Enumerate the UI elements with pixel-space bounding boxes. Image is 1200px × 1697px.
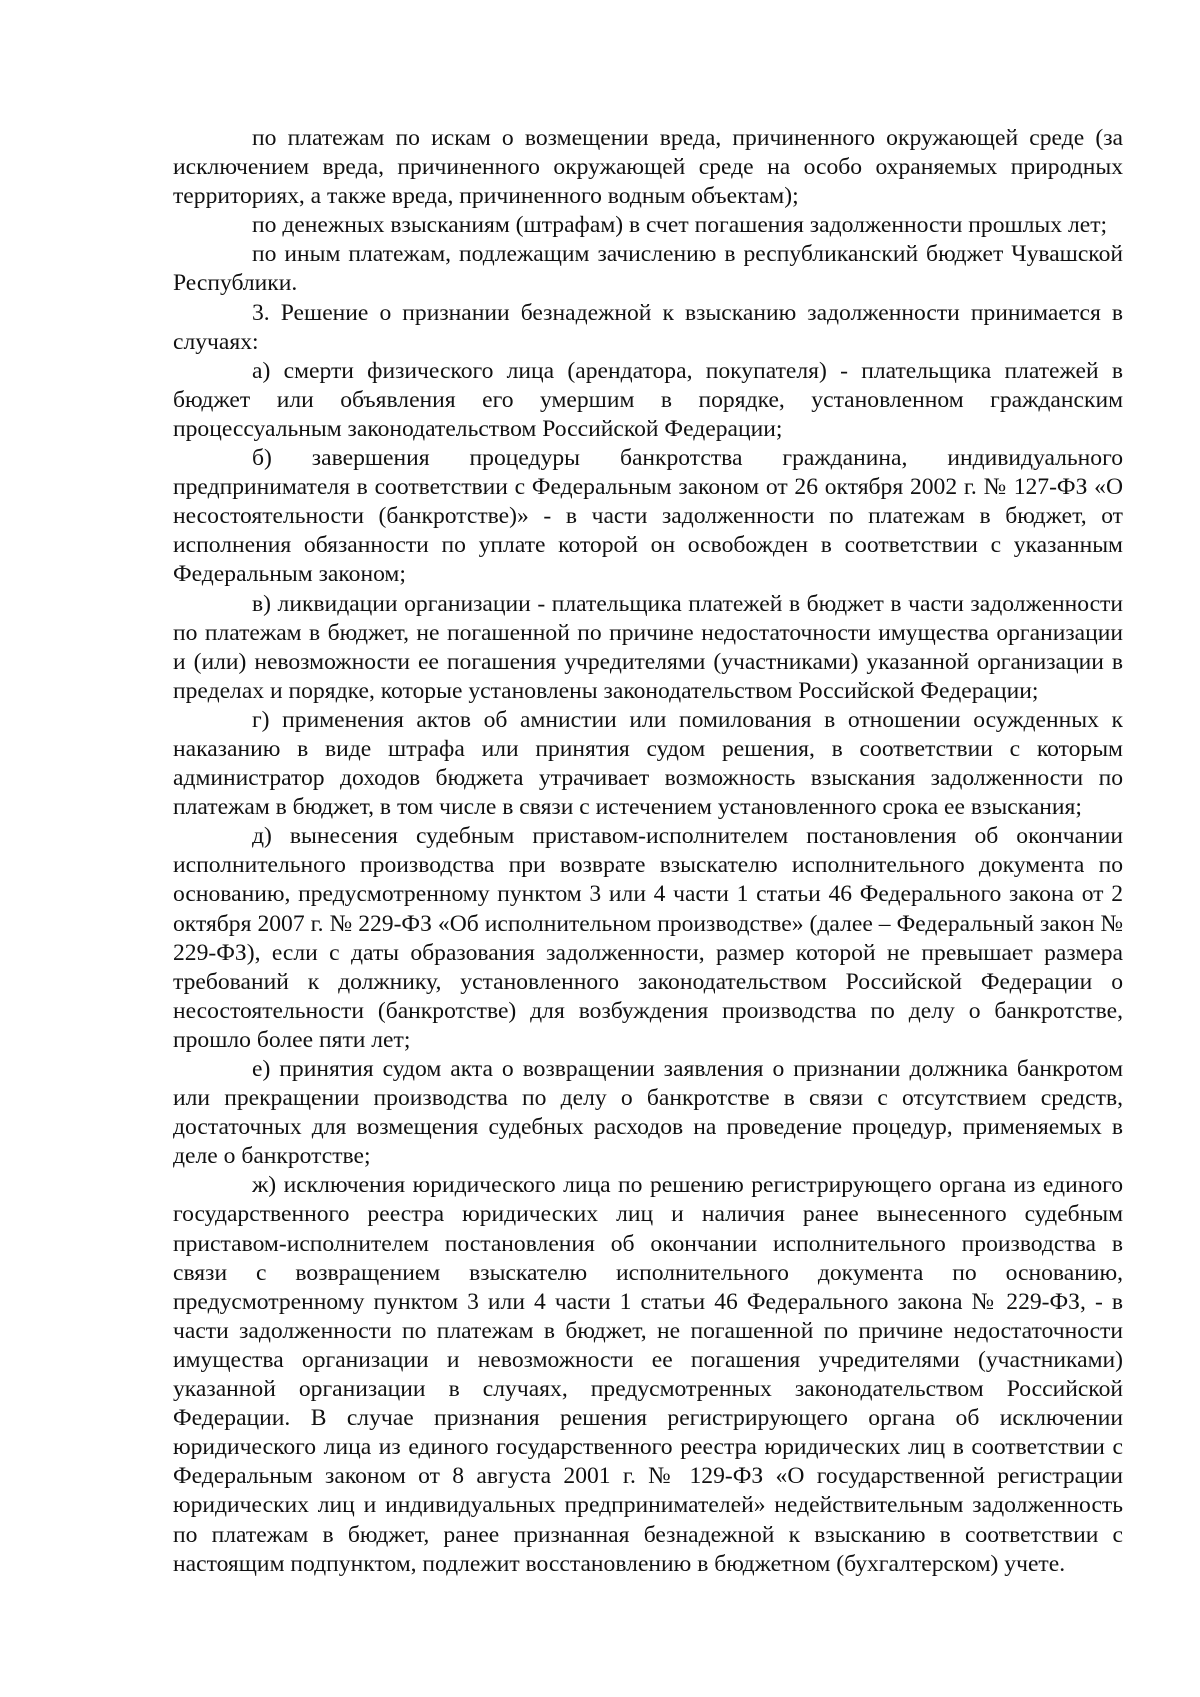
paragraph-item-v: в) ликвидации организации - плательщика платежей в бюджет в части задолженности по платежам в бюджет, не погашенной по причине недостаточности имущества организации и (или) невозможности ее погашения учредителями (участниками) указанной организации в пределах и порядке, которые установлены законодательством Российской Федерации; bbox=[173, 590, 1123, 704]
paragraph-item-d: д) вынесения судебным приставом-исполнителем постановления об окончании исполнительного производства при возврате взыскателю исполнительного документа по основанию, предусмотренному пунктом 3 или 4 части 1 статьи 46 Федерального закона от 2 октября 2007 г. № 229-ФЗ «Об исполнительном производстве» (далее – Федеральный закон № 229-ФЗ), если с даты образования задолженности, размер которой не превышает размера требований к должнику, установленного законодательством Российской Федерации о несостоятельности (банкротстве) для возбуждения производства по делу о банкротстве, прошло более пяти лет; bbox=[173, 823, 1123, 1053]
paragraph-section-3: 3. Решение о признании безнадежной к взысканию задолженности принимается в случаях: bbox=[173, 299, 1123, 355]
paragraph-payments-other: по иным платежам, подлежащим зачислению в республиканский бюджет Чувашской Республики. bbox=[173, 241, 1123, 297]
paragraph-item-a: а) смерти физического лица (арендатора, покупателя) - плательщика платежей в бюджет или объявления его умершим в порядке, установленном гражданским процессуальным законодательством Российской Федерации; bbox=[173, 357, 1123, 442]
paragraph-payments-environment-damage: по платежам по искам о возмещении вреда, причиненного окружающей среде (за исключением вреда, причиненного окружающей среде на особо охраняемых природных территориях, а также вреда, причиненного водным объектам); bbox=[173, 125, 1123, 210]
paragraph-item-e: е) принятия судом акта о возвращении заявления о признании должника банкротом или прекращении производства по делу о банкротстве в связи с отсутствием средств, достаточных для возмещения судебных расходов на проведение процедур, применяемых в деле о банкротстве; bbox=[173, 1056, 1123, 1170]
paragraph-payments-fines-past-years: по денежных взысканиям (штрафам) в счет погашения задолженности прошлых лет; bbox=[252, 212, 1108, 239]
paragraph-item-b: б) завершения процедуры банкротства гражданина, индивидуального предпринимателя в соответствии с Федеральным законом от 26 октября 2002 г. № 127-ФЗ «О несостоятельности (банкротстве)» - в части задолженности по платежам в бюджет, от исполнения обязанности по уплате которой он освобожден в соответствии с указанным Федеральным законом; bbox=[173, 445, 1123, 588]
paragraph-item-zh: ж) исключения юридического лица по решению регистрирующего органа из единого государственного реестра юридических лиц и наличия ранее вынесенного судебным приставом-исполнителем постановления об окончании исполнительного производства в связи с возвращением взыскателю исполнительного документа по основанию, предусмотренному пунктом 3 или 4 части 1 статьи 46 Федерального закона № 229-ФЗ, - в части задолженности по платежам в бюджет, не погашенной по причине недостаточности имущества организации и невозможности ее погашения учредителями (участниками) указанной организации в случаях, предусмотренных законодательством Российской Федерации. В случае признания решения регистрирующего органа об исключении юридического лица из единого государственного реестра юридических лиц в соответствии с Федеральным законом от 8 августа 2001 г. № 129-ФЗ «О государственной регистрации юридических лиц и индивидуальных предпринимателей» недействительным задолженность по платежам в бюджет, ранее признанная безнадежной к взысканию в соответствии с настоящим подпунктом, подлежит восстановлению в бюджетном (бухгалтерском) учете. bbox=[173, 1172, 1123, 1577]
paragraph-item-g: г) применения актов об амнистии или помилования в отношении осужденных к наказанию в виде штрафа или принятия судом решения, в соответствии с которым администратор доходов бюджета утрачивает возможность взыскания задолженности по платежам в бюджет, в том числе в связи с истечением установленного срока ее взыскания; bbox=[173, 706, 1123, 821]
document-page bbox=[173, 124, 1123, 1579]
